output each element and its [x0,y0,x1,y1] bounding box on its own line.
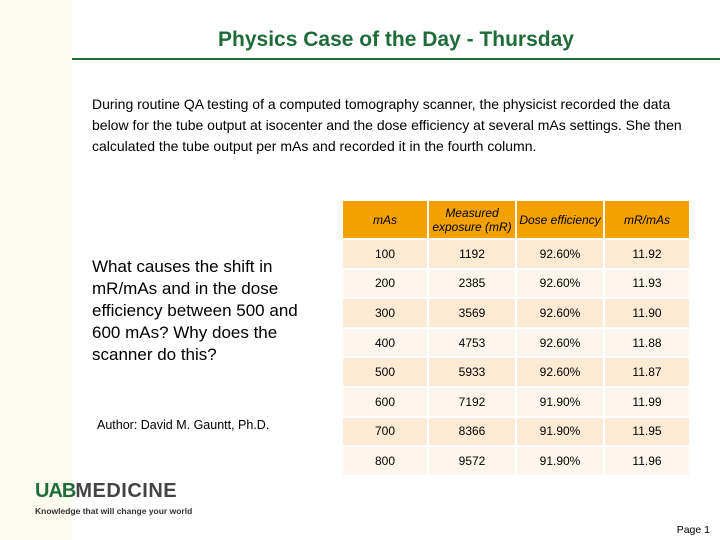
cell-dose-efficiency: 92.60% [516,239,604,269]
cell-mr-per-mas: 11.95 [604,417,690,447]
table-row [342,387,690,417]
cell-dose-efficiency: 92.60% [516,298,604,328]
cell-mas: 600 [342,387,428,417]
cell-mas: 100 [342,239,428,269]
logo-mark: UAB [35,480,76,502]
table-row [342,446,690,476]
cell-exposure: 7192 [428,387,516,417]
cell-dose-efficiency: 91.90% [516,387,604,417]
cell-mr-per-mas: 11.90 [604,298,690,328]
question-text: What causes the shift in mR/mAs and in the dose efficiency between 500 and 600 mAs? Why does the scanner do this? [92,257,298,364]
cell-mr-per-mas: 11.92 [604,239,690,269]
cell-mr-per-mas: 11.88 [604,328,690,358]
qa-data-table [341,199,691,477]
table-row [342,357,690,387]
author-credit: Author: David M. Gauntt, Ph.D. [97,418,270,432]
cell-exposure: 3569 [428,298,516,328]
table-body [342,239,690,476]
cell-dose-efficiency: 91.90% [516,417,604,447]
table-row [342,328,690,358]
table-row [342,239,690,269]
table-row [342,298,690,328]
header-exposure: Measured exposure (mR) [428,200,516,239]
cell-mas: 300 [342,298,428,328]
cell-mr-per-mas: 11.96 [604,446,690,476]
logo-word: MEDICINE [75,480,178,502]
table-header-row [342,200,690,239]
cell-exposure: 1192 [428,239,516,269]
cell-dose-efficiency: 92.60% [516,328,604,358]
uab-medicine-logo [35,480,205,520]
cell-dose-efficiency: 92.60% [516,269,604,299]
intro-paragraph: During routine QA testing of a computed tomography scanner, the physicist recorded the data below for the tube output at isocenter and the dose efficiency at several mAs settings. She then calculated the tube output per mAs and recorded it in the fourth column. [92,96,682,154]
left-band [0,0,72,540]
cell-exposure: 9572 [428,446,516,476]
header-dose-efficiency: Dose efficiency [516,200,604,239]
cell-exposure: 5933 [428,357,516,387]
logo-tagline: Knowledge that will change your world [35,506,193,516]
cell-mr-per-mas: 11.99 [604,387,690,417]
page-number: Page 1 [676,524,710,536]
title-divider [72,58,720,60]
cell-mr-per-mas: 11.87 [604,357,690,387]
table-row [342,417,690,447]
cell-mas: 500 [342,357,428,387]
header-mas: mAs [342,200,428,239]
header-mr-per-mas: mR/mAs [604,200,690,239]
page-title: Physics Case of the Day - Thursday [218,28,574,51]
table-row [342,269,690,299]
cell-exposure: 2385 [428,269,516,299]
cell-mas: 200 [342,269,428,299]
cell-dose-efficiency: 92.60% [516,357,604,387]
cell-mas: 800 [342,446,428,476]
cell-mas: 400 [342,328,428,358]
cell-exposure: 8366 [428,417,516,447]
cell-exposure: 4753 [428,328,516,358]
cell-mr-per-mas: 11.93 [604,269,690,299]
cell-dose-efficiency: 91.90% [516,446,604,476]
cell-mas: 700 [342,417,428,447]
